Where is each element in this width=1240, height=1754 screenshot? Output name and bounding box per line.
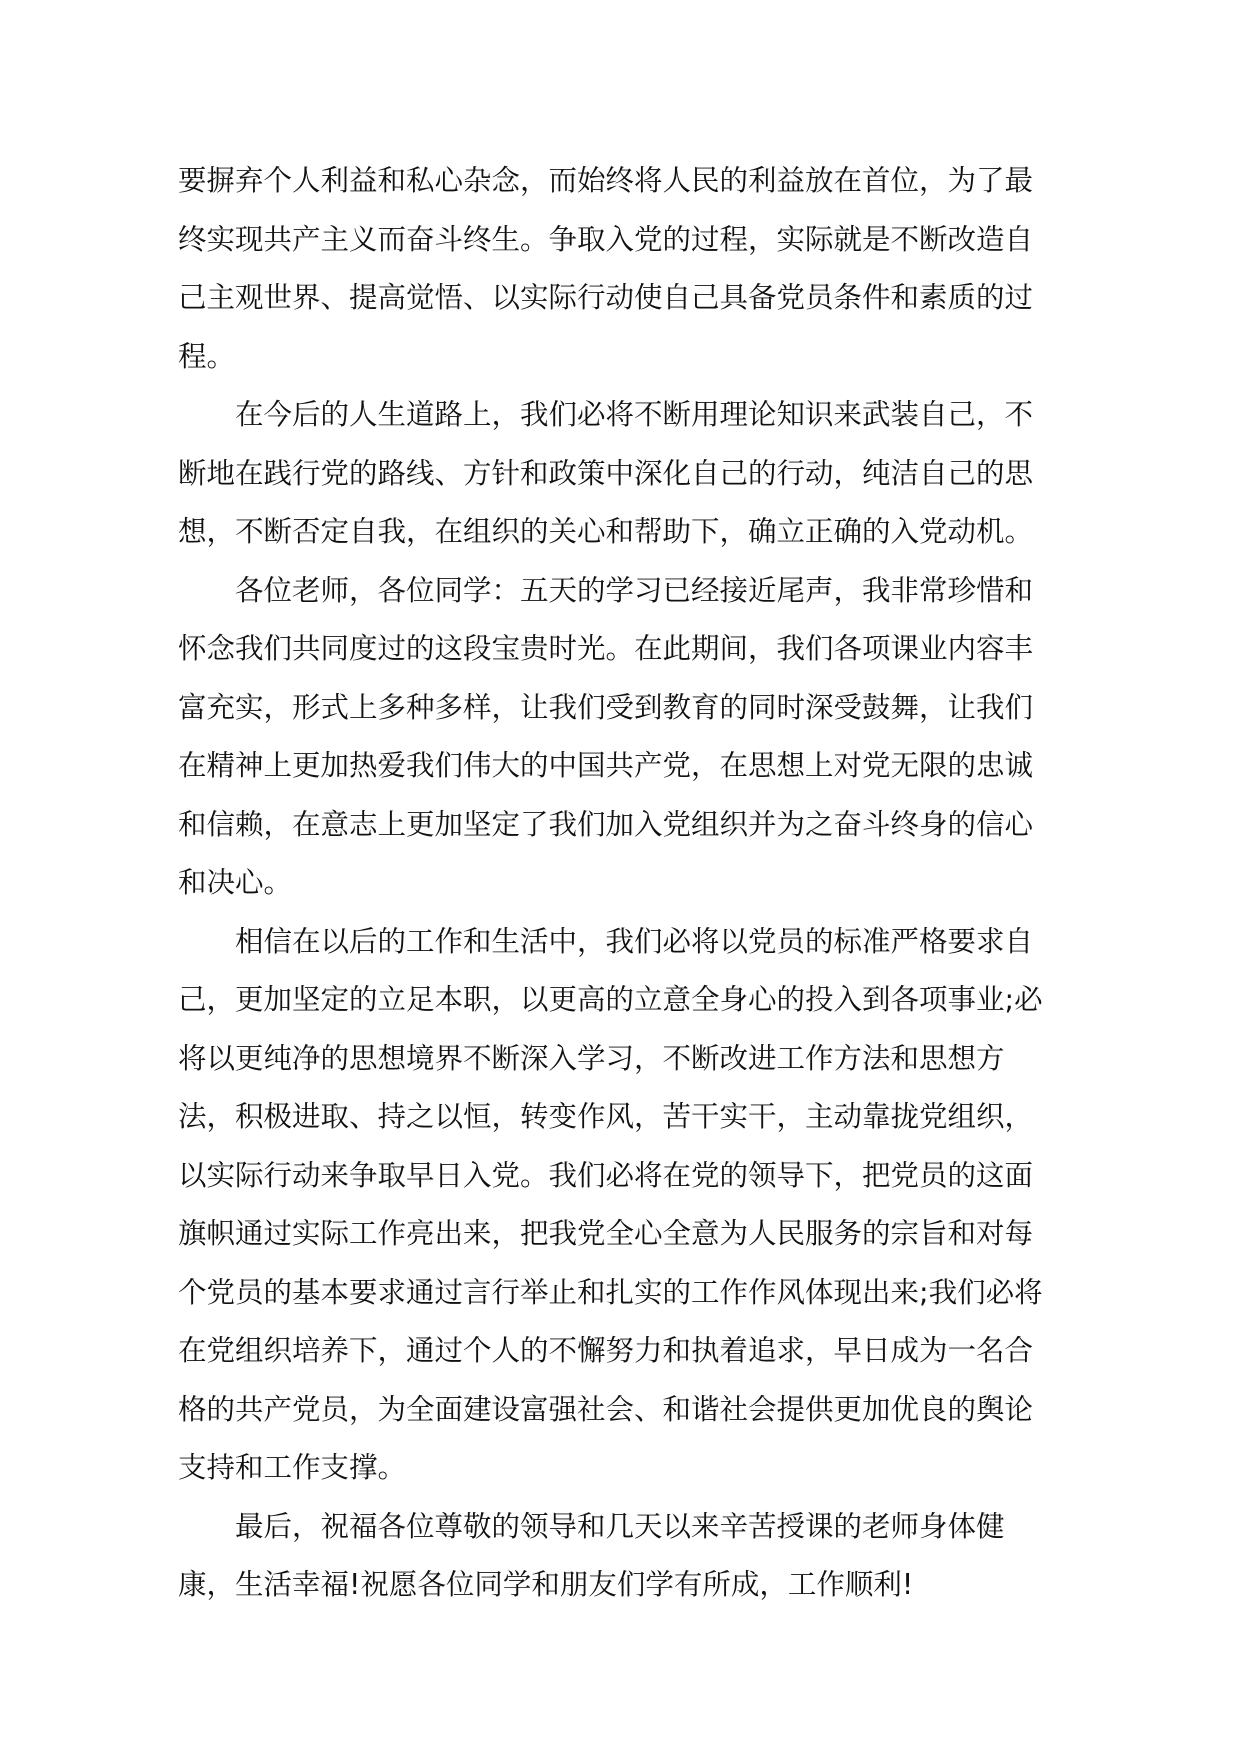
paragraph-2: 在今后的人生道路上，我们必将不断用理论知识来武装自己，不 断地在践行党的路线、方针和政策中深化自己的行动，纯洁自己的思 想，不断否定自我，在组织的关心和帮助下，确立正确的入党动机。 <box>178 398 1034 548</box>
paragraph-3: 各位老师，各位同学：五天的学习已经接近尾声，我非常珍惜和 怀念我们共同度过的这段宝贵时光。在此期间，我们各项课业内容丰 富充实，形式上多种多样，让我们受到教育的同时深受鼓舞，让我们 在精神上更加热爱我们伟大的中国共产党，在思想上对党无限的忠诚 和信赖，在意志上更加坚定了我们加入党组织并为之奋斗终身的信心 和决心。 <box>178 573 1034 899</box>
document-body <box>178 152 1066 1615</box>
paragraph-1: 要摒弃个人利益和私心杂念，而始终将人民的利益放在首位，为了最 终实现共产主义而奋斗终生。争取入党的过程，实际就是不断改造自 己主观世界、提高觉悟、以实际行动使自己具备党员条件和素质的过 程。 <box>178 164 1034 373</box>
paragraph-4: 相信在以后的工作和生活中，我们必将以党员的标准严格要求自 己，更加坚定的立足本职，以更高的立意全身心的投入到各项事业;必 将以更纯净的思想境界不断深入学习，不断改进工作方法和思想方 法，积极进取、持之以恒，转变作风，苦干实干，主动靠拢党组织， 以实际行动来争取早日入党。我们必将在党的领导下，把党员的这面 旗帜通过实际工作亮出来，把我党全心全意为人民服务的宗旨和对每 个党员的基本要求通过言行举止和扎实的工作作风体现出来;我们必将 在党组织培养下，通过个人的不懈努力和执着追求，早日成为一名合 格的共产党员，为全面建设富强社会、和谐社会提供更加优良的舆论 支持和工作支撑。 <box>178 924 1043 1484</box>
paragraph-5: 最后，祝福各位尊敬的领导和几天以来辛苦授课的老师身体健 康，生活幸福!祝愿各位同学和朋友们学有所成，工作顺利! <box>178 1509 1005 1601</box>
